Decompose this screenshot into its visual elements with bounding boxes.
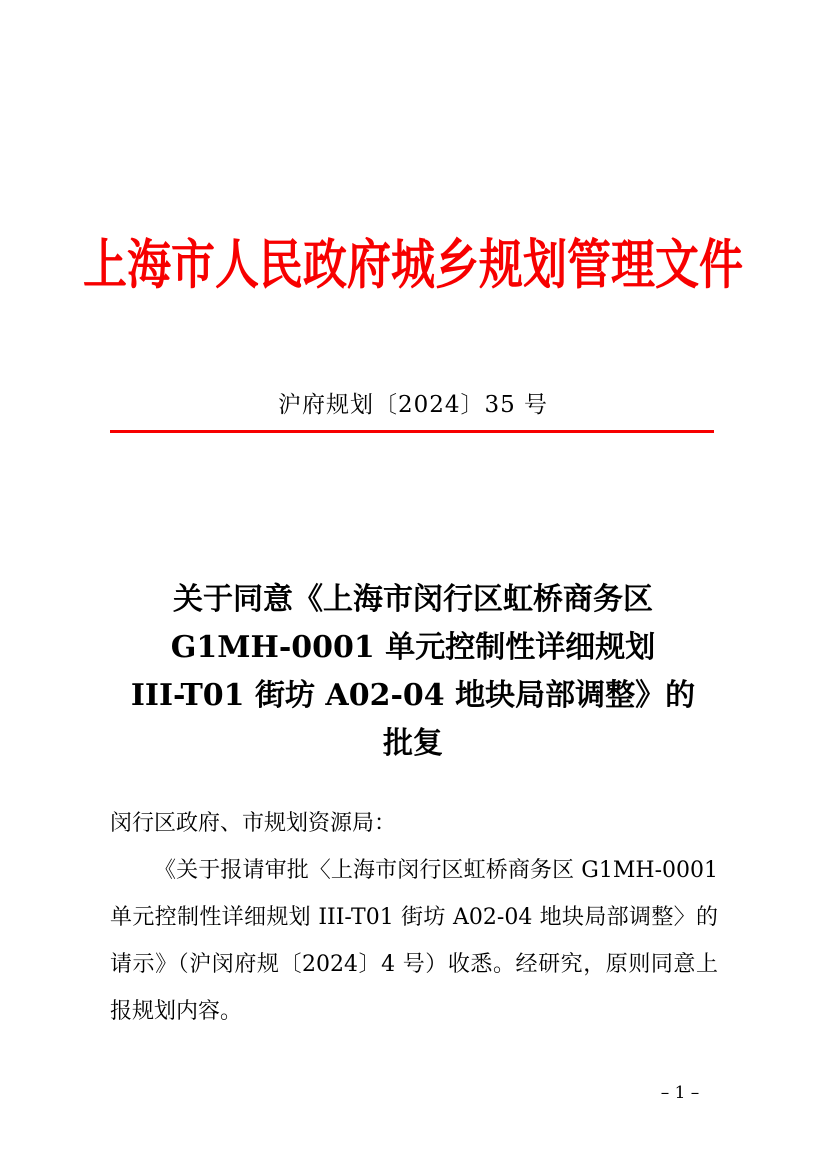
salutation-line: 闵行区政府、市规划资源局： xyxy=(110,811,397,836)
document-title-line-3: III-T01 街坊 A02-04 地块局部调整》的 xyxy=(130,678,696,713)
document-title-line-4: 批复 xyxy=(383,726,443,761)
document-title-line-1: 关于同意《上海市闵行区虹桥商务区 xyxy=(173,582,653,617)
page-number: – 1 – xyxy=(660,1083,700,1103)
document-number: 沪府规划〔2024〕35 号 xyxy=(277,392,549,418)
document-body xyxy=(110,800,718,1035)
red-header-banner-title: 上海市人民政府城乡规划管理文件 xyxy=(83,234,743,297)
document-title xyxy=(0,576,826,768)
red-divider-line xyxy=(110,430,714,433)
document-title-line-2: G1MH-0001 单元控制性详细规划 xyxy=(170,630,656,665)
body-paragraph: 《关于报请审批〈上海市闵行区虹桥商务区 G1MH-0001 单元控制性详细规划 III-T01 街坊 A02-04 地块局部调整〉的请示》（沪闵府规〔2024〕4 号）收悉。经研究，原则同意上报规划内容。 xyxy=(110,858,718,1024)
